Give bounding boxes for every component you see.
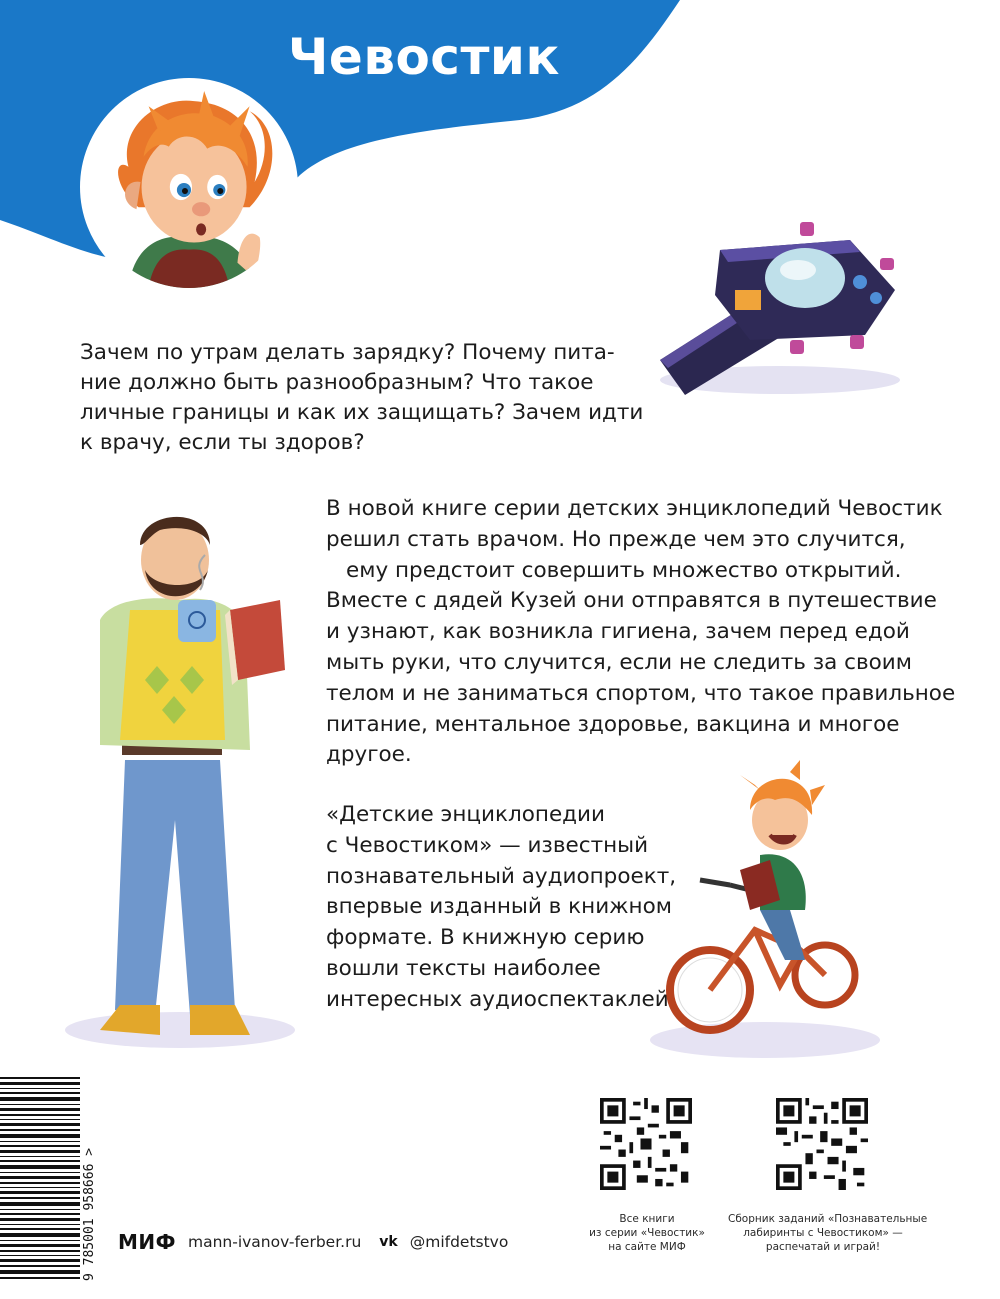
series-description	[326, 800, 686, 1016]
book-series-title: Чевостик	[288, 28, 560, 86]
uncle-kuzya-illustration	[60, 490, 300, 1050]
qr-caption-line: лабиринты с Чевостиком» —	[743, 1227, 903, 1239]
qr-caption-line: из серии «Чевостик»	[589, 1227, 705, 1239]
description-line: ему предстоит совершить множество открытий.	[346, 557, 902, 583]
series-line: формате. В книжную серию	[326, 925, 645, 951]
series-line: впервые изданный в книжном	[326, 894, 672, 920]
description-line: другое.	[326, 742, 412, 768]
description-line: В новой книге серии детских энциклопедий Чевостик	[326, 496, 943, 521]
intro-line: Зачем по утрам делать зарядку? Почему пита-	[80, 340, 615, 365]
series-line: с Чевостиком» — известный	[326, 832, 649, 858]
intro-line: к врачу, если ты здоров?	[80, 430, 365, 455]
gadget-illustration	[650, 210, 910, 400]
chevostik-portrait	[80, 78, 298, 296]
qr-caption-line: на сайте МИФ	[608, 1241, 686, 1253]
vk-icon[interactable]: vk	[379, 1234, 398, 1250]
description-line: решил стать врачом. Но прежде чем это случится,	[326, 526, 906, 552]
intro-questions	[80, 338, 644, 458]
chevostik-face-illustration	[88, 86, 290, 288]
isbn-number: 9 785001 958666 >	[82, 1147, 97, 1281]
series-line: познавательный аудиопроект,	[326, 863, 677, 889]
description-line: питание, ментальное здоровье, вакцина и многое	[326, 711, 900, 737]
publisher-logo: МИФ	[118, 1230, 176, 1254]
qr-caption-line: распечатай и играй!	[765, 1241, 881, 1253]
description-line: телом и не заниматься спортом, что такое правильное	[326, 680, 956, 706]
description-line: и узнают, как возникла гигиена, зачем перед едой	[326, 619, 910, 645]
qr-code-all-books[interactable]	[600, 1098, 692, 1190]
qr-caption-line: Все книги	[619, 1213, 675, 1225]
intro-line: личные границы и как их защищать? Зачем идти	[80, 400, 644, 425]
chevostik-bike-illustration	[640, 760, 880, 1060]
social-handle-link[interactable]: @mifdetstvo	[409, 1233, 509, 1251]
isbn-barcode	[0, 1075, 98, 1285]
qr-caption-labyrinths	[728, 1212, 928, 1254]
description-line: мыть руки, что случится, если не следить за своим	[326, 649, 913, 675]
publisher-footer	[118, 1227, 508, 1257]
book-description	[326, 494, 956, 771]
intro-line: ние должно быть разнообразным? Что такое	[80, 370, 594, 395]
series-line: вошли тексты наиболее	[326, 955, 601, 981]
qr-caption-all-books	[572, 1212, 722, 1254]
qr-caption-line: Сборник заданий «Познавательные	[728, 1213, 928, 1225]
series-line: «Детские энциклопедии	[326, 802, 605, 827]
publisher-website-link[interactable]: mann-ivanov-ferber.ru	[187, 1233, 362, 1251]
description-line: Вместе с дядей Кузей они отправятся в путешествие	[326, 588, 937, 614]
qr-code-labyrinths[interactable]	[776, 1098, 868, 1190]
series-line: интересных аудиоспектаклей.	[326, 986, 676, 1012]
